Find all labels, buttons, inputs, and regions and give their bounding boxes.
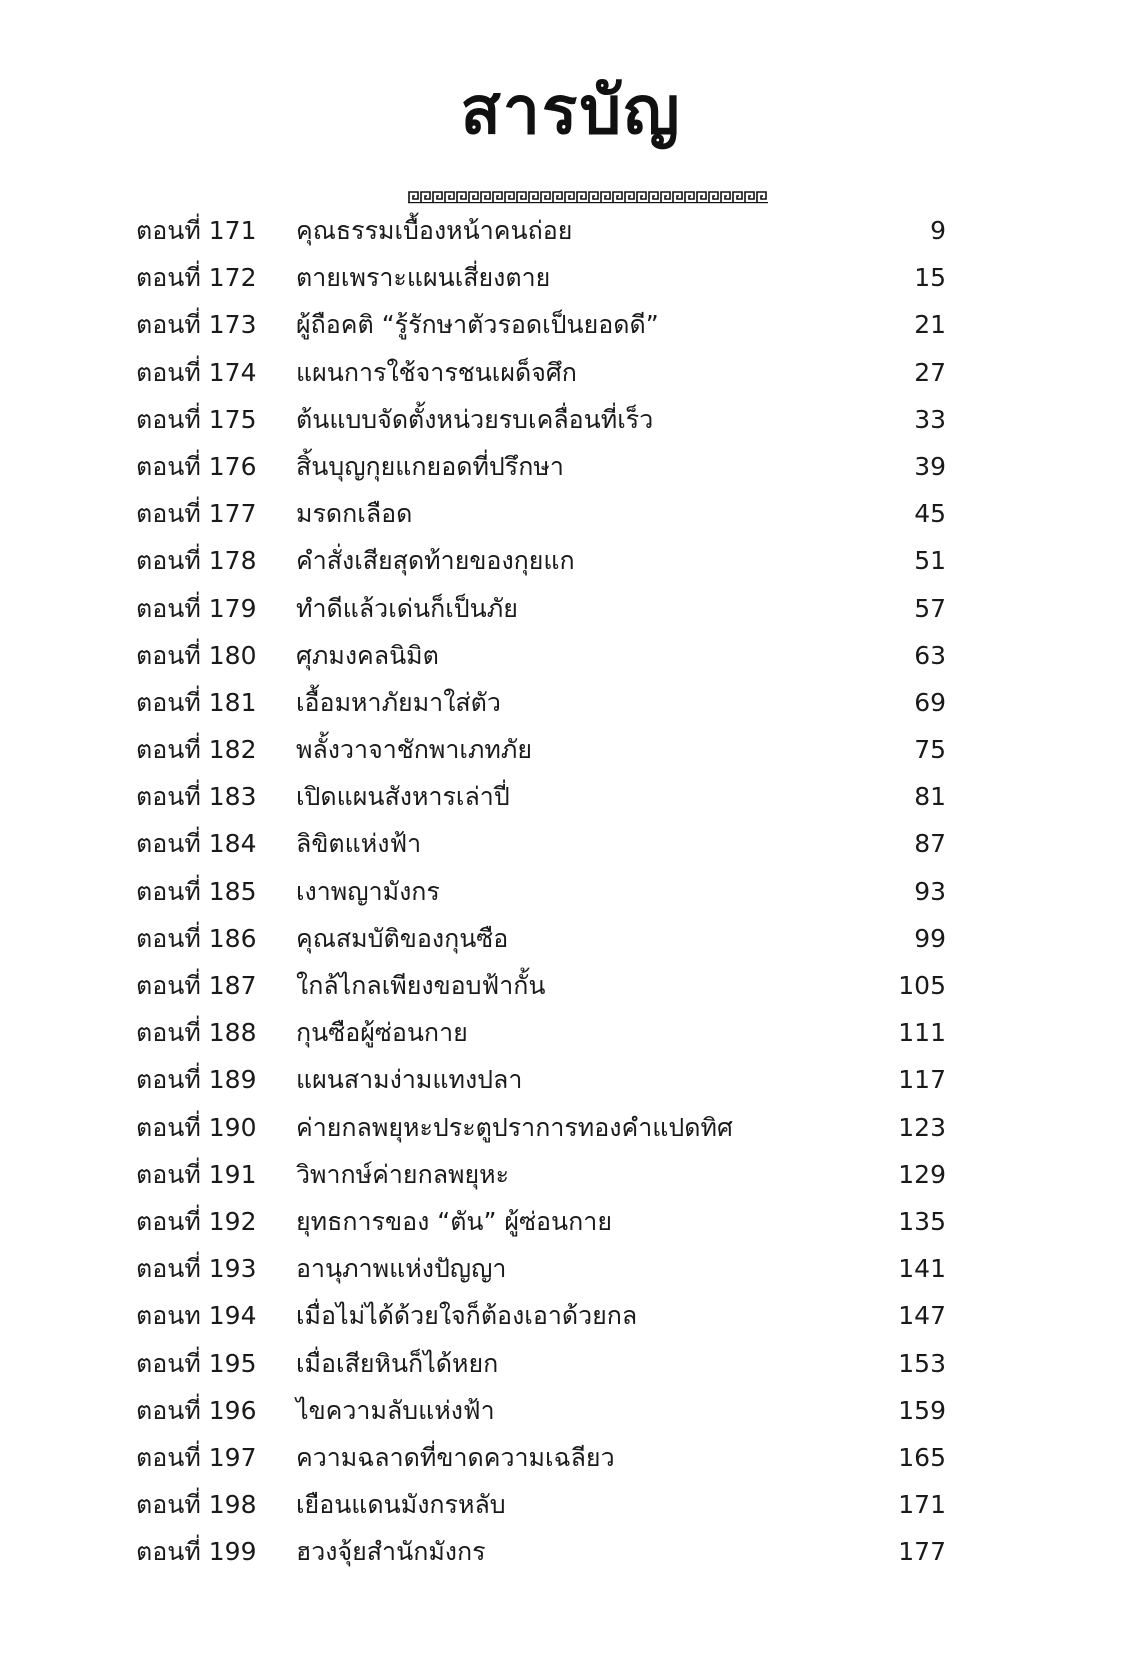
toc-entry xyxy=(136,962,946,1009)
toc-entry xyxy=(136,1245,946,1292)
chapter-number: ตอนที่ 182 xyxy=(136,735,257,765)
chapter-title: ใกล้ไกลเพียงขอบฟ้ากั้น xyxy=(296,971,546,1000)
page-number: 45 xyxy=(914,499,946,529)
chapter-number: ตอนที่ 199 xyxy=(136,1537,257,1567)
chapter-title: เปิดแผนสังหารเล่าปี่ xyxy=(296,782,510,812)
toc-entry xyxy=(136,349,946,396)
page-number: 135 xyxy=(898,1206,946,1236)
chapter-title: เยือนแดนมังกรหลับ xyxy=(296,1490,506,1520)
chapter-number: ตอนที่ 192 xyxy=(136,1206,257,1236)
chapter-title: คุณสมบัติของกุนซือ xyxy=(296,923,509,953)
toc-entry xyxy=(136,443,946,490)
chapter-number: ตอนที่ 190 xyxy=(136,1112,257,1142)
chapter-title: ต้นแบบจัดตั้งหน่วยรบเคลื่อนที่เร็ว xyxy=(296,404,654,434)
page-number: 63 xyxy=(914,640,946,670)
toc-entry xyxy=(136,490,946,537)
chapter-title: เอื้อมหาภัยมาใส่ตัว xyxy=(296,687,501,717)
page-number: 69 xyxy=(914,687,946,717)
toc-entry xyxy=(136,632,946,679)
chapter-title: ตายเพราะแผนเสี่ยงตาย xyxy=(296,263,551,293)
page-title: สารบัญ xyxy=(460,72,682,149)
chapter-number: ตอนที่ 177 xyxy=(136,499,257,529)
chapter-number: ตอนที่ 187 xyxy=(136,971,257,1000)
toc-entry xyxy=(136,1151,946,1198)
page-number: 159 xyxy=(898,1395,946,1425)
page-number: 147 xyxy=(898,1301,946,1331)
page-number: 129 xyxy=(898,1159,946,1189)
page-number: 21 xyxy=(914,310,946,340)
toc-entry xyxy=(136,1387,946,1434)
page-number: 123 xyxy=(898,1112,946,1142)
page-number: 81 xyxy=(914,782,946,812)
page-number: 153 xyxy=(898,1348,946,1378)
toc-entry xyxy=(136,254,946,301)
chapter-title: ไขความลับแห่งฟ้า xyxy=(296,1395,495,1425)
page-number: 141 xyxy=(898,1254,946,1284)
toc-entry xyxy=(136,1198,946,1245)
chapter-number: ตอนที่ 188 xyxy=(136,1018,257,1048)
chapter-number: ตอนที่ 173 xyxy=(136,310,257,340)
toc-entry xyxy=(136,1434,946,1481)
page-number: 87 xyxy=(914,829,946,859)
page-number: 51 xyxy=(914,546,946,576)
page-number: 9 xyxy=(930,216,946,245)
page-number: 171 xyxy=(898,1490,946,1520)
page-number: 39 xyxy=(914,451,946,481)
toc-entry xyxy=(136,1056,946,1103)
chapter-number: ตอนที่ 178 xyxy=(136,546,257,576)
page-number: 177 xyxy=(898,1537,946,1567)
chapter-number: ตอนที่ 179 xyxy=(136,593,257,623)
toc-entry xyxy=(136,773,946,820)
chapter-number: ตอนที่ 176 xyxy=(136,451,257,481)
chapter-title: ทำดีแล้วเด่นก็เป็นภัย xyxy=(296,593,518,623)
chapter-title: มรดกเลือด xyxy=(296,499,413,529)
chapter-title: วิพากษ์ค่ายกลพยุหะ xyxy=(296,1159,510,1189)
chapter-title: ศุภมงคลนิมิต xyxy=(296,640,439,670)
toc-entry xyxy=(136,868,946,915)
chapter-number: ตอนที่ 197 xyxy=(136,1442,257,1472)
chapter-title: พลั้งวาจาชักพาเภทภัย xyxy=(296,735,533,765)
toc-entry xyxy=(136,679,946,726)
chapter-title: สิ้นบุญกุยแกยอดที่ปรึกษา xyxy=(296,451,564,481)
chapter-number: ตอนที่ 186 xyxy=(136,923,257,953)
chapter-number: ตอนที่ 183 xyxy=(136,782,257,812)
chapter-title: คำสั่งเสียสุดท้ายของกุยแก xyxy=(296,546,575,576)
chapter-number: ตอนที่ 180 xyxy=(136,640,257,670)
page-number: 27 xyxy=(914,357,946,387)
toc-entry xyxy=(136,207,946,254)
toc-entry xyxy=(136,1528,946,1575)
chapter-number: ตอนที่ 181 xyxy=(136,687,257,717)
chapter-title: อานุภาพแห่งปัญญา xyxy=(296,1254,507,1284)
chapter-number: ตอนที่ 198 xyxy=(136,1490,257,1520)
toc-entry xyxy=(136,585,946,632)
decorative-border xyxy=(408,190,768,204)
page-number: 111 xyxy=(898,1018,946,1048)
page-number: 15 xyxy=(914,263,946,293)
chapter-number: ตอนที่ 184 xyxy=(136,829,257,859)
chapter-title: เงาพญามังกร xyxy=(296,876,440,906)
table-of-contents xyxy=(136,207,946,1575)
toc-entry xyxy=(136,1009,946,1056)
chapter-number: ตอนที่ 185 xyxy=(136,876,257,906)
chapter-number: ตอนที่ 189 xyxy=(136,1065,257,1095)
page-number: 93 xyxy=(914,876,946,906)
page-number: 57 xyxy=(914,593,946,623)
page-number: 117 xyxy=(898,1065,946,1095)
chapter-number: ตอนที่ 196 xyxy=(136,1395,257,1425)
toc-entry xyxy=(136,915,946,962)
chapter-title: ความฉลาดที่ขาดความเฉลียว xyxy=(296,1442,615,1472)
chapter-title: ผู้ถือคติ “รู้รักษาตัวรอดเป็นยอดดี” xyxy=(296,310,659,340)
chapter-title: ค่ายกลพยุหะประตูปราการทองคำแปดทิศ xyxy=(296,1112,733,1142)
chapter-title: ยุทธการของ “ตัน” ผู้ซ่อนกาย xyxy=(296,1206,612,1236)
page-number: 165 xyxy=(898,1442,946,1472)
chapter-number: ตอนที่ 172 xyxy=(136,263,257,293)
chapter-title: เมื่อไม่ได้ด้วยใจก็ต้องเอาด้วยกล xyxy=(296,1301,638,1331)
chapter-number: ตอนที่ 171 xyxy=(136,216,257,245)
page-number: 105 xyxy=(898,971,946,1000)
toc-entry xyxy=(136,301,946,348)
chapter-number: ตอนที่ 195 xyxy=(136,1348,257,1378)
chapter-number: ตอนท 194 xyxy=(136,1301,257,1331)
chapter-title: ลิขิตแห่งฟ้า xyxy=(296,829,422,859)
toc-entry xyxy=(136,1340,946,1387)
chapter-number: ตอนที่ 191 xyxy=(136,1159,257,1189)
chapter-title: ฮวงจุ้ยสำนักมังกร xyxy=(296,1537,486,1567)
chapter-number: ตอนที่ 193 xyxy=(136,1254,257,1284)
toc-entry xyxy=(136,1104,946,1151)
toc-entry xyxy=(136,820,946,867)
toc-entry xyxy=(136,537,946,584)
chapter-title: แผนการใช้จารชนเผด็จศึก xyxy=(296,357,577,387)
chapter-title: กุนซือผู้ซ่อนกาย xyxy=(296,1018,468,1048)
chapter-title: เมื่อเสียหินก็ได้หยก xyxy=(296,1348,499,1378)
toc-entry xyxy=(136,1292,946,1339)
chapter-number: ตอนที่ 174 xyxy=(136,357,257,387)
toc-entry xyxy=(136,1481,946,1528)
toc-entry xyxy=(136,396,946,443)
page-number: 99 xyxy=(914,923,946,953)
page-number: 33 xyxy=(914,404,946,434)
chapter-title: คุณธรรมเบื้องหน้าคนถ่อย xyxy=(296,216,573,245)
page-number: 75 xyxy=(914,735,946,765)
toc-entry xyxy=(136,726,946,773)
chapter-title: แผนสามง่ามแทงปลา xyxy=(296,1065,523,1095)
chapter-number: ตอนที่ 175 xyxy=(136,404,257,434)
